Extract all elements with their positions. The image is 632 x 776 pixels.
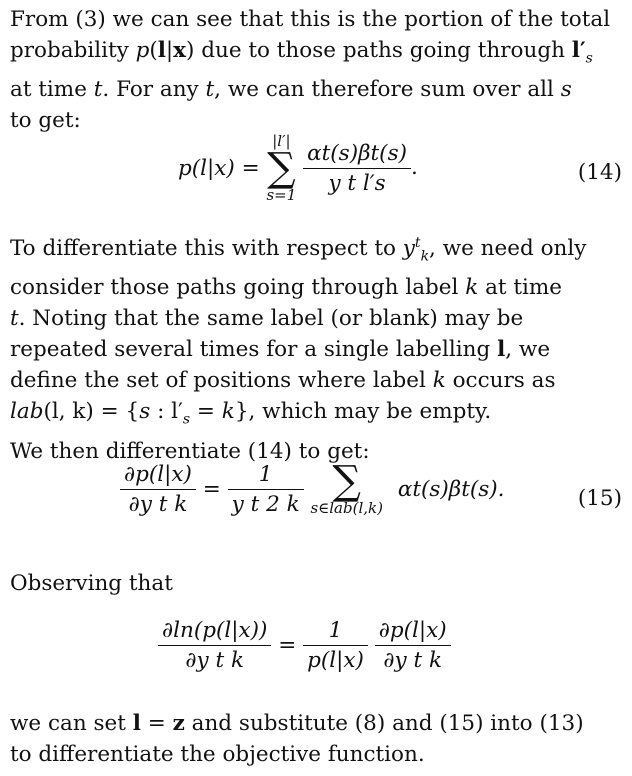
sigma-symbol: ∑ <box>332 457 361 504</box>
text-line: we can set l = z and substitute (8) and (15) into (13) <box>10 711 584 736</box>
eq16-right-denominator: ∂y t k <box>383 648 442 673</box>
text-line: lab(l, k) = {s : $l'_s = k$}, which may be empty. <box>10 399 492 428</box>
eq16-middle-denominator: p(l|x) <box>307 648 364 673</box>
text-line: We then differentiate (14) to get: <box>10 438 370 464</box>
text-line: define the set of positions where label k occurs as <box>10 368 556 394</box>
sigma-symbol: ∑ <box>267 145 296 191</box>
eq15-one: 1 <box>228 462 304 490</box>
equation-15 <box>10 457 622 552</box>
text-line: Observing that <box>10 571 173 596</box>
equals-sign: = <box>278 633 297 658</box>
eq15-left-numerator: ∂p(l|x) <box>120 462 196 490</box>
eq16-left-denominator: ∂y t k <box>185 648 244 673</box>
text-line: consider those paths going through label k at time <box>10 275 563 301</box>
eq16-left-fraction <box>158 618 271 673</box>
eq16-one: 1 <box>303 618 368 646</box>
eq16-right-numerator: ∂p(l|x) <box>375 618 451 646</box>
eq14-period: . <box>411 155 418 180</box>
paragraph-1 <box>10 4 622 136</box>
eq15-summand: αt(s)βt(s). <box>397 477 505 502</box>
eq15-y-squared: y t 2 k <box>231 492 300 517</box>
eq16-left-numerator: ∂ln(p(l|x)) <box>158 618 271 646</box>
text-line: probability p(l|x) due to those paths going through $l'_s$ <box>10 38 593 67</box>
paper-page <box>10 0 622 776</box>
eq15-sum-limit: s∈lab(l,k) <box>310 498 383 517</box>
equation-number-14: (14) <box>577 160 622 185</box>
eq14-fraction <box>303 141 411 196</box>
eq14-lhs: p(l|x) = <box>178 155 260 181</box>
paragraph-4 <box>10 708 622 770</box>
eq16-right-fraction <box>375 618 451 673</box>
equals-sign: = <box>202 477 221 502</box>
eq15-sum <box>310 457 383 517</box>
text-line: To differentiate this with respect to $y^t_k$, we need only <box>10 235 587 265</box>
eq16-middle-fraction <box>303 618 368 673</box>
eq14-lower-limit: s=1 <box>266 186 297 204</box>
text-line: to differentiate the objective function. <box>10 742 425 767</box>
equation-number-15: (15) <box>577 486 622 511</box>
equation-14 <box>10 132 622 218</box>
text-line: at time t. For any t, we can therefore sum over all s <box>10 77 572 103</box>
equation-observing <box>10 618 622 698</box>
eq14-numerator: αt(s)βt(s) <box>303 141 411 169</box>
text-line: repeated several times for a single labelling l, we <box>10 337 551 363</box>
text-line: t. Noting that the same label (or blank) may be <box>10 306 524 332</box>
text-line: to get: <box>10 108 81 134</box>
eq14-upper-limit: |l′| <box>272 132 291 150</box>
eq14-sum <box>266 132 296 204</box>
eq15-left-fraction <box>120 462 196 517</box>
text-line: From (3) we can see that this is the portion of the total <box>10 7 611 32</box>
eq15-one-over-y <box>228 462 304 517</box>
eq14-denominator: y t l′s <box>328 170 386 196</box>
paragraph-3 <box>10 568 622 599</box>
eq15-left-denominator: ∂y t k <box>128 492 188 517</box>
paragraph-2 <box>10 228 622 467</box>
